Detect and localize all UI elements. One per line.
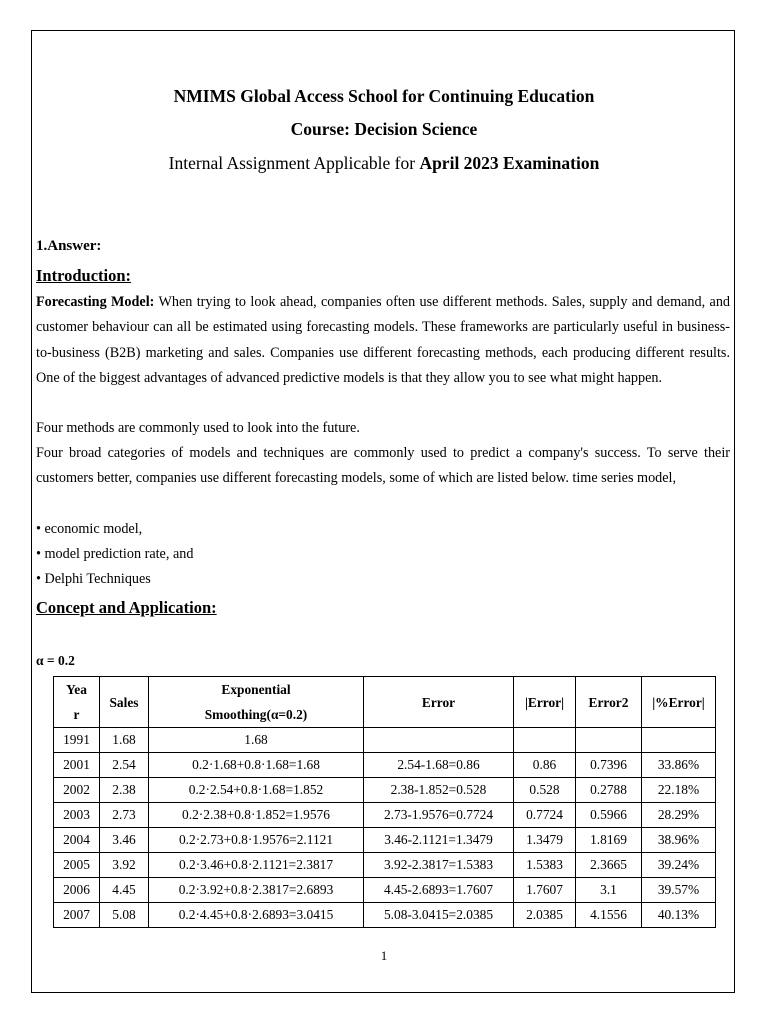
assignment-exam: April 2023 Examination — [419, 153, 600, 173]
intro-heading-wrap — [36, 263, 730, 290]
intro-heading: Introduction: — [36, 266, 132, 285]
forecasting-label: Forecasting Model: — [36, 294, 155, 310]
header-error: Error — [364, 677, 514, 728]
forecast-table — [53, 676, 716, 928]
page-number: 1 — [380, 948, 388, 963]
header-pct-error: |%Error| — [642, 677, 716, 728]
methods-paragraph: Four methods are commonly used to look into the future. — [36, 420, 360, 436]
school-title: NMIMS Global Access School for Continuing Education — [173, 86, 595, 106]
concept-heading: Concept and Application: — [36, 598, 217, 617]
table-row: 1991 1.68 1.68 — [54, 728, 716, 753]
header-sales: Sales — [100, 677, 149, 728]
table-row: 2005 3.92 0.2·3.46+0.8·2.1121=2.3817 3.92-2.3817=1.5383 1.5383 2.3665 39.24% — [54, 853, 716, 878]
alpha-label: α = 0.2 — [36, 653, 75, 668]
table-row: 2001 2.54 0.2·1.68+0.8·1.68=1.68 2.54-1.68=0.86 0.86 0.7396 33.86% — [54, 753, 716, 778]
table-row: 2007 5.08 0.2·4.45+0.8·2.6893=3.0415 5.08-3.0415=2.0385 2.0385 4.1556 40.13% — [54, 903, 716, 928]
table-row: 2003 2.73 0.2·2.38+0.8·1.852=1.9576 2.73-1.9576=0.7724 0.7724 0.5966 28.29% — [54, 803, 716, 828]
header-exponential-smoothing: Exponential Smoothing(α=0.2) — [149, 677, 364, 728]
table-row: 2002 2.38 0.2·2.54+0.8·1.68=1.852 2.38-1.852=0.528 0.528 0.2788 22.18% — [54, 778, 716, 803]
table-row: 2006 4.45 0.2·3.92+0.8·2.3817=2.6893 4.45-2.6893=1.7607 1.7607 3.1 39.57% — [54, 878, 716, 903]
bullet-item: • Delphi Techniques — [36, 571, 151, 587]
concept-heading-wrap — [36, 595, 730, 622]
answer-heading: 1.Answer: — [36, 238, 102, 254]
course-title: Course: Decision Science — [290, 119, 478, 139]
assignment-title — [0, 153, 768, 174]
categories-paragraph: Four broad categories of models and techniques are commonly used to predict a company's success. To serve their customers better, companies use different forecasting models, some of which are listed below. time series model, — [36, 445, 730, 487]
header-abs-error: |Error| — [514, 677, 576, 728]
header-year: Yea r — [54, 677, 100, 728]
bullet-item: • economic model, — [36, 521, 143, 537]
table-row: 2004 3.46 0.2·2.73+0.8·1.9576=2.1121 3.46-2.1121=1.3479 1.3479 1.8169 38.96% — [54, 828, 716, 853]
bullet-item: • model prediction rate, and — [36, 546, 194, 562]
table-header-row — [54, 677, 716, 728]
header-error2: Error2 — [576, 677, 642, 728]
forecasting-paragraph — [36, 290, 730, 391]
assignment-prefix: Internal Assignment Applicable for — [168, 153, 420, 173]
forecasting-text: When trying to look ahead, companies often use different methods. Sales, supply and demand, and customer behaviour can all be estimated using forecasting models. These frameworks are particularly useful in business-to-business (B2B) marketing and sales. Companies use different forecasting methods, each producing different results. One of the biggest advantages of advanced predictive models is that they allow you to see what might happen. — [36, 294, 731, 386]
